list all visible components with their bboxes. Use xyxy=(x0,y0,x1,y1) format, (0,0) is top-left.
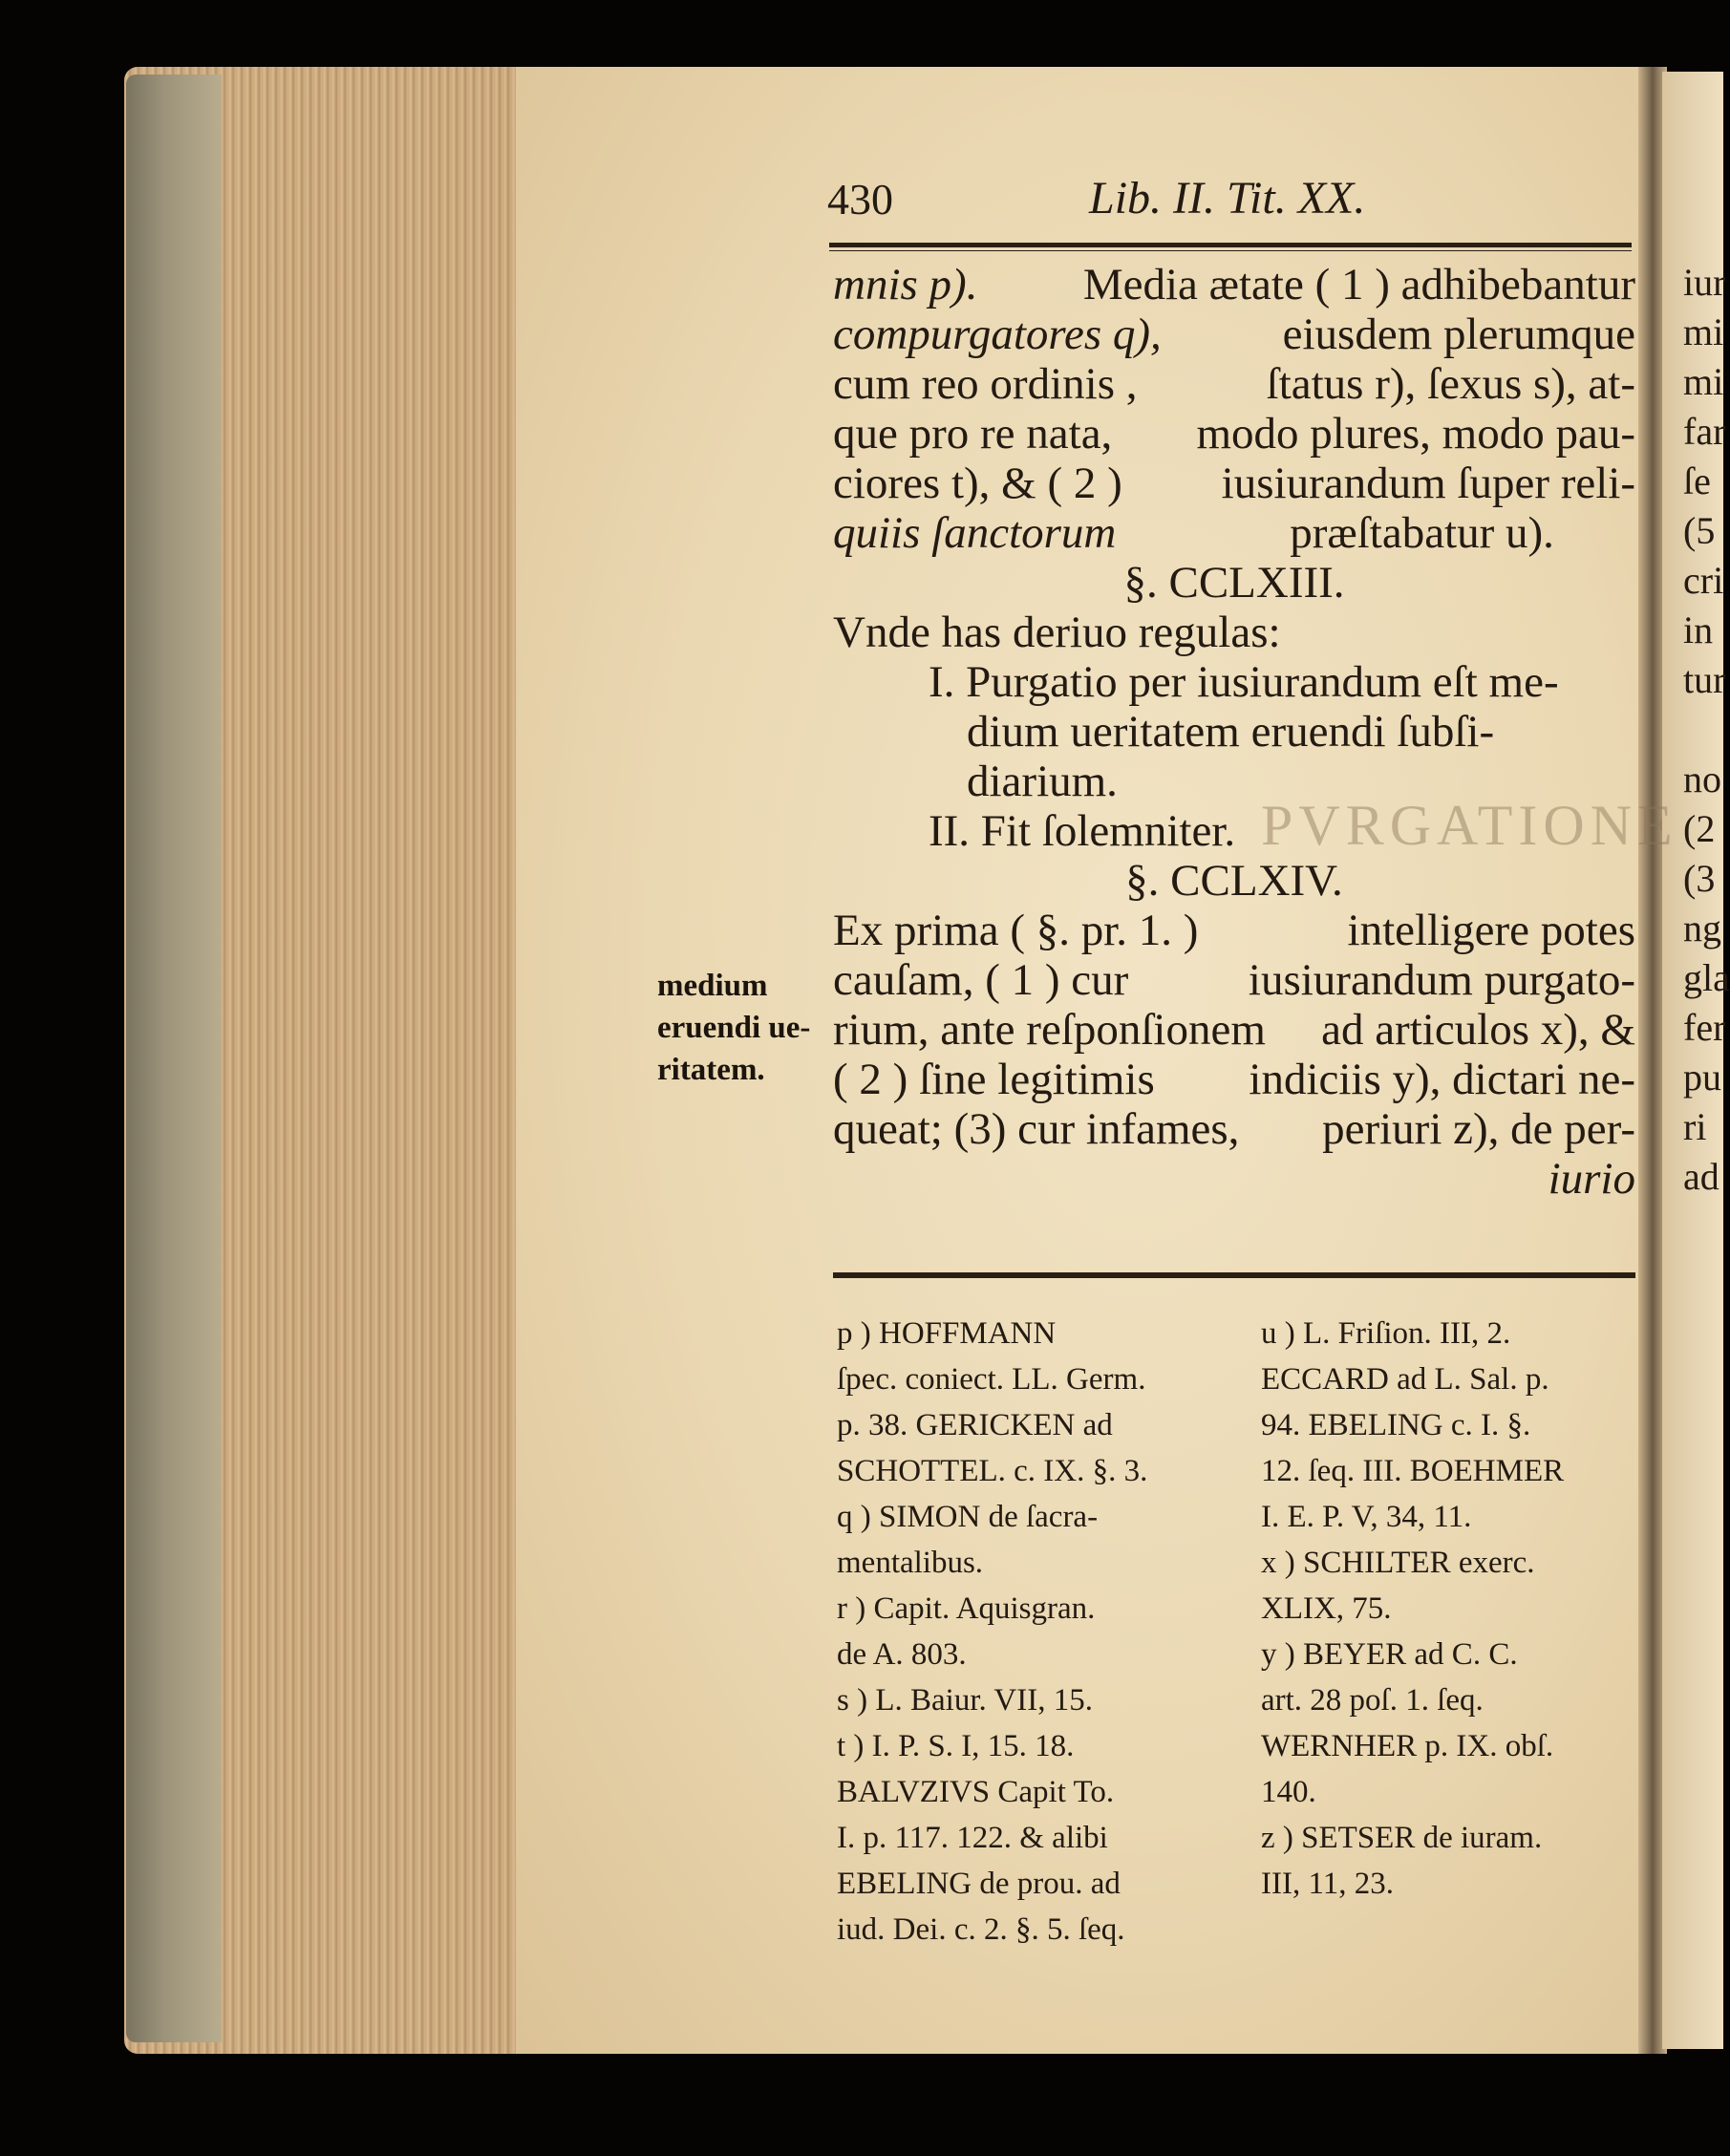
footnote-line: 12. ſeq. III. BOEHMER xyxy=(1261,1454,1565,1488)
footnote-line: p. 38. GERICKEN ad xyxy=(837,1408,1113,1442)
right-page-fragment: no xyxy=(1683,758,1721,800)
catchword: iurio xyxy=(1548,1154,1635,1204)
footnote-line: art. 28 poſ. 1. ſeq. xyxy=(1261,1683,1484,1718)
right-page-fragment: (2 xyxy=(1683,807,1716,850)
footnote-line: iud. Dei. c. 2. §. 5. ſeq. xyxy=(837,1912,1125,1947)
footnote-line: t ) I. P. S. I, 15. 18. xyxy=(837,1729,1075,1763)
text-line: compurgatores q), eiusdem plerumque xyxy=(833,310,1635,359)
right-page-fragment xyxy=(1683,705,1730,755)
footnote-line: EBELING de prou. ad xyxy=(837,1867,1121,1901)
right-page-fragment: mi xyxy=(1683,360,1724,403)
header-rule-thin xyxy=(829,250,1632,251)
section-heading: §. CCLXIV. xyxy=(1125,856,1343,906)
text-line: que pro re nata, modo plures, modo pau- xyxy=(833,409,1635,459)
text-line: cum reo ordinis , ſtatus r), ſexus s), at- xyxy=(833,359,1635,409)
right-page-fragments xyxy=(1683,258,1730,1202)
right-page-fragment: fer xyxy=(1683,1006,1726,1049)
footnote-line: 140. xyxy=(1261,1775,1316,1809)
footnote-line: p ) HOFFMANN xyxy=(837,1316,1057,1351)
footnote-line: 94. EBELING c. I. §. xyxy=(1261,1408,1531,1442)
text-line: cauſam, ( 1 ) cur iusiurandum purgato- xyxy=(833,955,1635,1005)
right-page-fragment: in xyxy=(1683,608,1714,651)
footnote-line: r ) Capit. Aquisgran. xyxy=(837,1591,1096,1626)
footnote-line: III, 11, 23. xyxy=(1261,1867,1394,1901)
text-line: queat; (3) cur infames, periuri z), de per- xyxy=(833,1104,1635,1154)
header-rule xyxy=(829,243,1632,247)
section-heading: §. CCLXIII. xyxy=(1123,558,1345,608)
right-page-fragment: ſe xyxy=(1683,459,1711,502)
text-line: Ex prima ( §. pr. 1. ) intelligere potes xyxy=(833,906,1635,955)
running-title: Lib. II. Tit. XX. xyxy=(1089,173,1366,224)
right-page-fragment: cri xyxy=(1683,559,1724,602)
right-page-fragment: far xyxy=(1683,410,1726,453)
text-line: rium, ante reſponſionem ad articulos x), & xyxy=(833,1005,1635,1055)
right-page-fragment: ri xyxy=(1683,1105,1707,1148)
text-line: quiis ſanctorum præſtabatur u). xyxy=(833,508,1554,558)
right-page-fragment: mi xyxy=(1683,310,1724,353)
main-text xyxy=(833,260,1635,1204)
footnote-line: s ) L. Baiur. VII, 15. xyxy=(837,1683,1093,1718)
footnote-rule xyxy=(833,1272,1635,1278)
footnote-line: I. p. 117. 122. & alibi xyxy=(837,1821,1108,1855)
footnote-line: BALVZIVS Capit To. xyxy=(837,1775,1115,1809)
rule-2-line: II. Fit ſolemniter. xyxy=(929,806,1236,856)
footnotes-right xyxy=(1261,1311,1634,1907)
footnote-line: XLIX, 75. xyxy=(1261,1591,1392,1626)
rule-1-line: dium ueritatem eruendi ſubſi- xyxy=(967,707,1495,757)
right-page-fragment: iur xyxy=(1683,261,1726,304)
margin-note: medium eruendi ue- ritatem. xyxy=(657,969,811,1087)
right-page-fragment: tur xyxy=(1683,658,1726,701)
page-number: 430 xyxy=(827,175,893,224)
text-line: ( 2 ) ſine legitimis indiciis y), dictari ne- xyxy=(833,1055,1635,1104)
footnote-line: ſpec. coniect. LL. Germ. xyxy=(837,1362,1146,1397)
right-page-fragment: (5 xyxy=(1683,509,1716,552)
footnote-line: q ) SIMON de ſacra- xyxy=(837,1500,1099,1534)
footnote-line: mentalibus. xyxy=(837,1546,984,1580)
right-page-fragment: (3 xyxy=(1683,857,1716,900)
footnote-line: ECCARD ad L. Sal. p. xyxy=(1261,1362,1549,1397)
text-line: ciores t), & ( 2 ) iusiurandum ſuper reli- xyxy=(833,459,1635,508)
right-page-fragment: ng xyxy=(1683,907,1721,950)
text-line: mnis p). Media ætate ( 1 ) adhibebantur xyxy=(833,260,1635,310)
right-page-fragment: ad xyxy=(1683,1155,1719,1198)
footnote-line: I. E. P. V, 34, 11. xyxy=(1261,1500,1472,1534)
footnote-line: z ) SETSER de iuram. xyxy=(1261,1821,1543,1855)
bleed-through-text: PVRGATIONE xyxy=(1261,794,1678,857)
footnote-line: u ) L. Friſion. III, 2. xyxy=(1261,1316,1511,1351)
rule-1-line: diarium. xyxy=(967,757,1118,806)
intro-line: Vnde has deriuo regulas: xyxy=(833,608,1281,657)
footnote-line: WERNHER p. IX. obſ. xyxy=(1261,1729,1554,1763)
rule-1-line: I. Purgatio per iusiurandum eſt me- xyxy=(929,657,1559,707)
right-page-fragment: gla xyxy=(1683,956,1730,999)
footnote-line: SCHOTTEL. c. IX. §. 3. xyxy=(837,1454,1148,1488)
footnote-line: x ) SCHILTER exerc. xyxy=(1261,1546,1535,1580)
footnote-line: y ) BEYER ad C. C. xyxy=(1261,1637,1518,1672)
footnotes-left xyxy=(837,1311,1228,1953)
footnote-line: de A. 803. xyxy=(837,1637,967,1672)
right-page-fragment: pu xyxy=(1683,1056,1721,1099)
book-cover xyxy=(126,75,222,2042)
